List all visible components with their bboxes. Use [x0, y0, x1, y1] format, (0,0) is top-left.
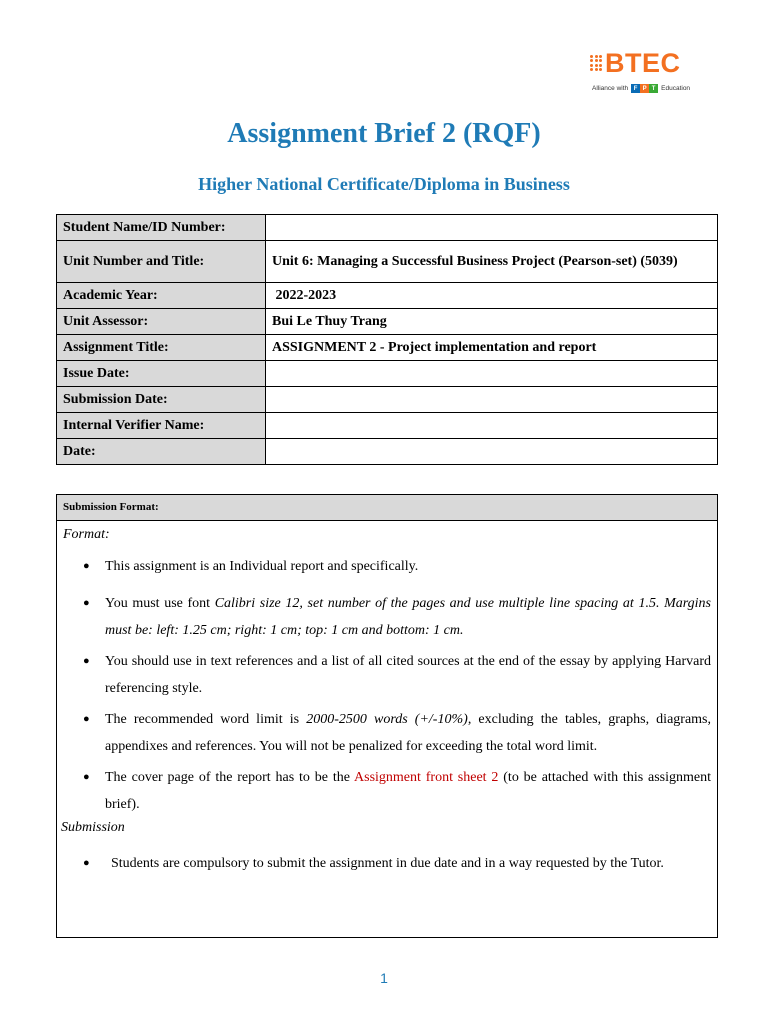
row-label: Internal Verifier Name: [57, 413, 266, 439]
format-list [63, 553, 711, 818]
front-sheet-link: Assignment front sheet 2 [354, 770, 499, 785]
bullet-text: Students are compulsory to submit the assignment in due date and in a way requested by the Tutor. [111, 856, 664, 871]
row-label: Issue Date: [57, 361, 266, 387]
row-value [266, 215, 718, 241]
submission-format-body [57, 527, 717, 877]
row-label: Assignment Title: [57, 335, 266, 361]
page-subtitle: Higher National Certificate/Diploma in Business [198, 174, 570, 194]
dots-icon [590, 55, 602, 72]
logo-word: BTEC [605, 47, 681, 78]
submission-format-heading: Submission Format: [57, 495, 717, 521]
row-value [266, 413, 718, 439]
row-value: 2022-2023 [266, 283, 718, 309]
bullet-text: You should use in text references and a list of all cited sources at the end of the essay by applying Harvard referencing style. [105, 654, 711, 696]
row-label: Submission Date: [57, 387, 266, 413]
bullet-text: , excluding the tables, graphs, diagrams, appendixes and references. You will not be penalized for exceeding the total word limit. [105, 712, 711, 754]
row-value: Unit 6: Managing a Successful Business Project (Pearson-set) (5039) [266, 241, 718, 283]
bullet-text: The cover page of the report has to be the [105, 770, 355, 785]
fpt-logo-icon [631, 84, 658, 93]
row-label: Unit Number and Title: [57, 241, 266, 283]
row-value: Bui Le Thuy Trang [266, 309, 718, 335]
logo-education: Education [661, 85, 691, 92]
row-value [266, 361, 718, 387]
btec-logo [590, 44, 700, 104]
row-value: ASSIGNMENT 2 - Project implementation and report [266, 335, 718, 361]
list-item [63, 590, 711, 644]
assignment-info-table [56, 214, 718, 465]
list-item [63, 764, 711, 818]
list-item [63, 850, 711, 877]
submission-format-box [56, 494, 718, 938]
bullet-emphasis: Calibri size 12, set number of the pages and use multiple line spacing at 1.5. Margins must be: left: 1.25 cm; right: 1 cm; top: 1 cm and bottom: 1 cm. [105, 596, 712, 638]
submission-list [63, 850, 711, 877]
table-row [57, 309, 718, 335]
logo-alliance: Alliance with [592, 85, 629, 92]
table-row [57, 361, 718, 387]
submission-label: Submission [61, 820, 125, 835]
bullet-text: You must use font [105, 596, 215, 611]
fpt-letter-t: T [649, 84, 658, 93]
row-value [266, 387, 718, 413]
fpt-letter-p: P [640, 84, 649, 93]
word-limit: 2000-2500 words (+/-10%) [306, 712, 468, 727]
table-row [57, 215, 718, 241]
bullet-text: This assignment is an Individual report and specifically. [105, 559, 419, 574]
list-item [63, 553, 711, 580]
list-item [63, 648, 711, 702]
table-row [57, 439, 718, 465]
page-number: 1 [380, 970, 388, 986]
format-label: Format: [63, 527, 110, 542]
table-row [57, 241, 718, 283]
table-row [57, 283, 718, 309]
fpt-letter-f: F [631, 84, 640, 93]
row-label: Date: [57, 439, 266, 465]
row-label: Unit Assessor: [57, 309, 266, 335]
bullet-text: (to be attached with this assignment brief). [105, 770, 711, 812]
table-row [57, 387, 718, 413]
table-row [57, 413, 718, 439]
list-item [63, 706, 711, 760]
bullet-text: The recommended word limit is [105, 712, 307, 727]
row-label: Academic Year: [57, 283, 266, 309]
row-label: Student Name/ID Number: [57, 215, 266, 241]
table-row [57, 335, 718, 361]
row-value [266, 439, 718, 465]
page-title: Assignment Brief 2 (RQF) [227, 118, 541, 149]
logo-tagline [592, 84, 700, 93]
